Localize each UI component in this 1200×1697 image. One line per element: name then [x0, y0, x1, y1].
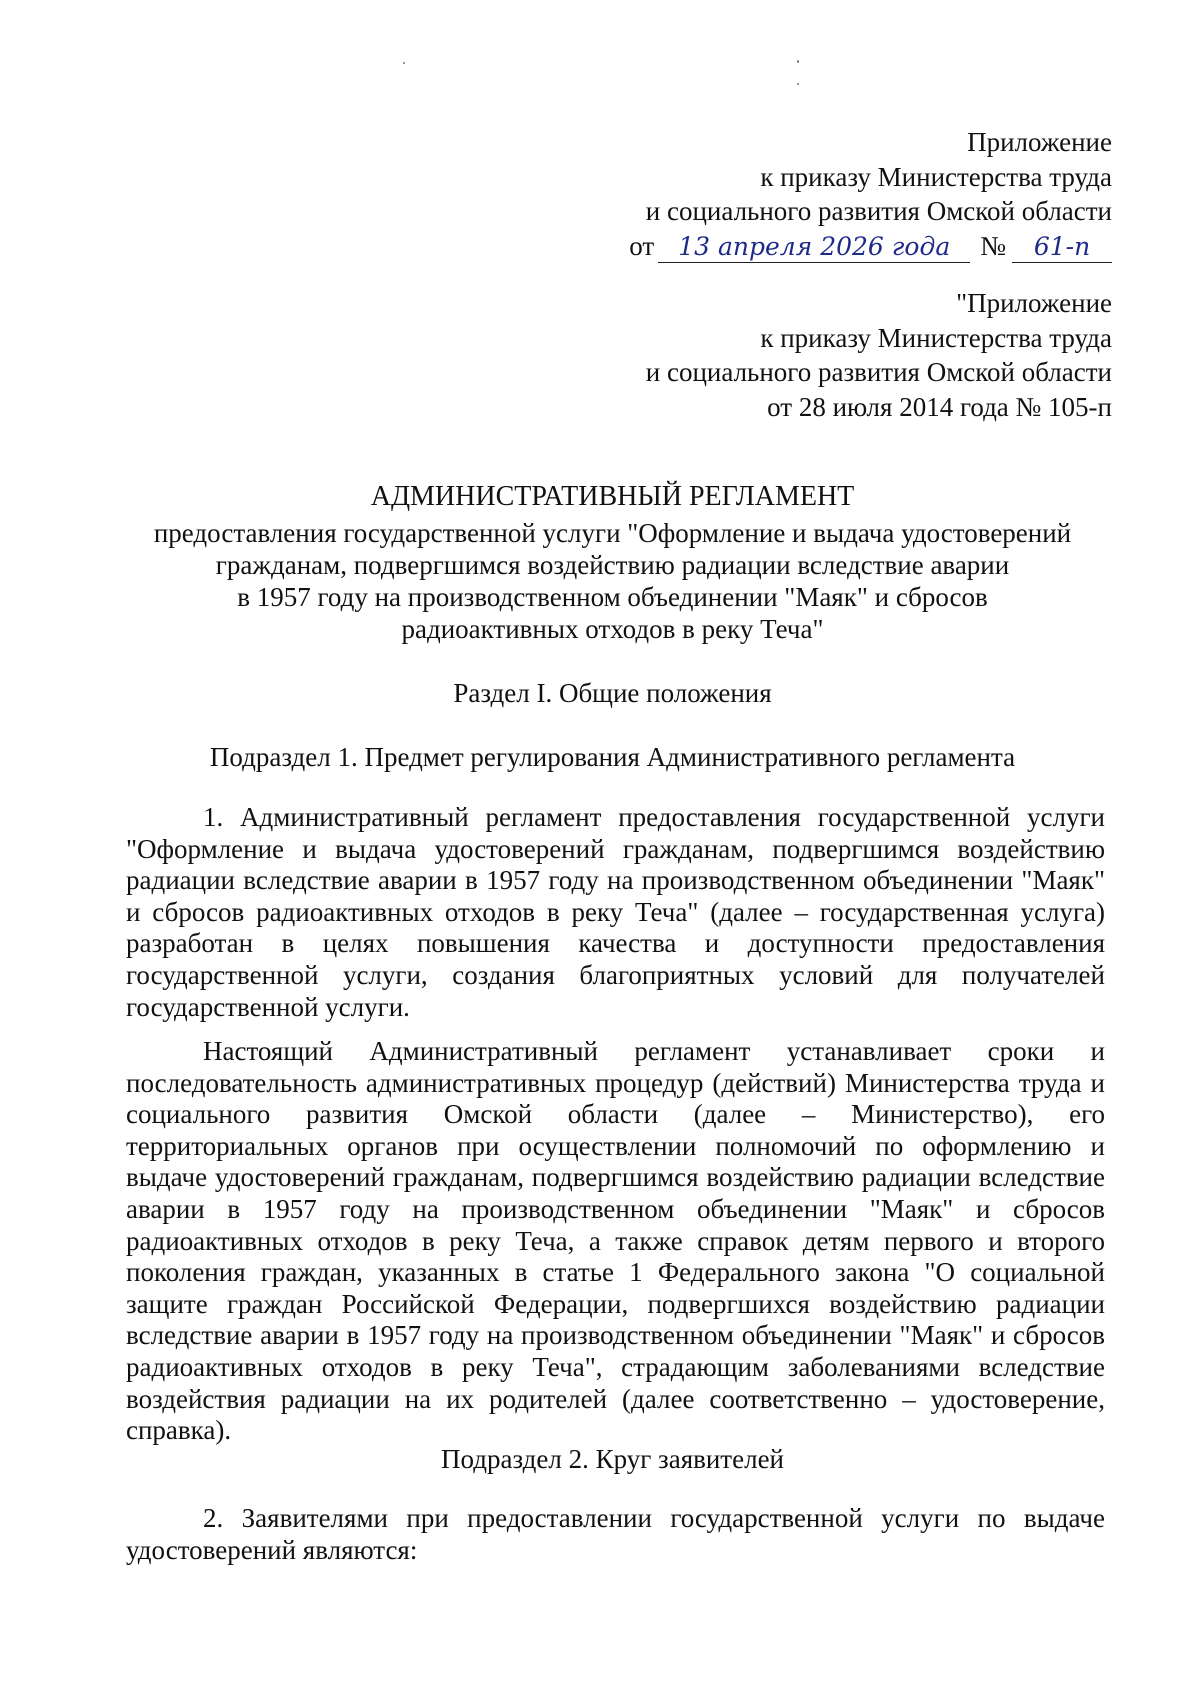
subsection-title: Подраздел 2. Круг заявителей: [441, 1444, 784, 1474]
appendix-line: Приложение: [967, 127, 1112, 157]
appendix-line: к приказу Министерства труда: [760, 322, 1112, 353]
section-title: Раздел I. Общие положения: [453, 678, 772, 708]
subtitle-line: предоставления государственной услуги "Оформление и выдача удостоверений: [153, 518, 1072, 548]
subtitle-line: в 1957 году на производственном объединении "Маяк" и сбросов: [237, 582, 988, 612]
handwritten-number: 61-п: [1012, 232, 1112, 263]
number-sign: №: [980, 230, 1006, 261]
appendix-header-original: [646, 286, 1112, 424]
document-title: АДМИНИСТРАТИВНЫЙ РЕГЛАМЕНТ: [370, 481, 855, 512]
subtitle-line: радиоактивных отходов в реку Теча": [401, 614, 824, 644]
date-prefix: от: [629, 230, 655, 261]
subsection-title: Подраздел 1. Предмет регулирования Административного регламента: [209, 742, 1016, 772]
order-date-number-row: [629, 229, 1112, 264]
appendix-line: от 28 июля 2014 года № 105-п: [767, 391, 1112, 422]
paragraph: Настоящий Административный регламент устанавливает сроки и последовательность административных процедур (действий) Министерства труда и социального развития Омской области (далее – Министерство), его территориальных органов при осуществлении полномочий по оформлению и выдаче удостоверений гражданам, подвергшимся воздействию радиации вследствие аварии в 1957 году на производственном объединении "Маяк" и сбросов радиоактивных отходов в реку Теча, а также справок детям первого и второго поколения граждан, указанных в статье 1 Федерального закона "О социальной защите граждан Российской Федерации, подвергшихся воздействию радиации вследствие аварии в 1957 году на производственном объединении "Маяк" и сбросов радиоактивных отходов в реку Теча", страдающим заболеваниями вследствие воздействия радиации на их родителей (далее соответственно – удостоверение, справка).: [126, 1036, 1105, 1446]
appendix-line: и социального развития Омской области: [645, 357, 1112, 387]
paragraph: 1. Административный регламент предоставления государственной услуги "Оформление и выдача удостоверений гражданам, подвергшимся воздействию радиации вследствие аварии в 1957 году на производственном объединении "Маяк" и сбросов радиоактивных отходов в реку Теча" (далее – государственная услуга) разработан в целях повышения качества и доступности предоставления государственной услуги, создания благоприятных условий для получателей государственной услуги.: [126, 802, 1105, 1022]
appendix-line: и социального развития Омской области: [645, 196, 1112, 226]
subtitle-line: гражданам, подвергшимся воздействию радиации вследствие аварии: [215, 550, 1010, 580]
appendix-line: "Приложение: [956, 288, 1112, 318]
scan-speck: [797, 60, 799, 63]
appendix-header-new: [629, 125, 1112, 263]
document-subtitle: [120, 517, 1105, 645]
appendix-line: к приказу Министерства труда: [760, 161, 1112, 192]
handwritten-date: 13 апреля 2026 года: [658, 232, 970, 263]
scan-speck: [797, 83, 799, 85]
paragraph: 2. Заявителями при предоставлении государственной услуги по выдаче удостоверений являются:: [126, 1503, 1105, 1565]
scan-speck: [403, 62, 405, 64]
